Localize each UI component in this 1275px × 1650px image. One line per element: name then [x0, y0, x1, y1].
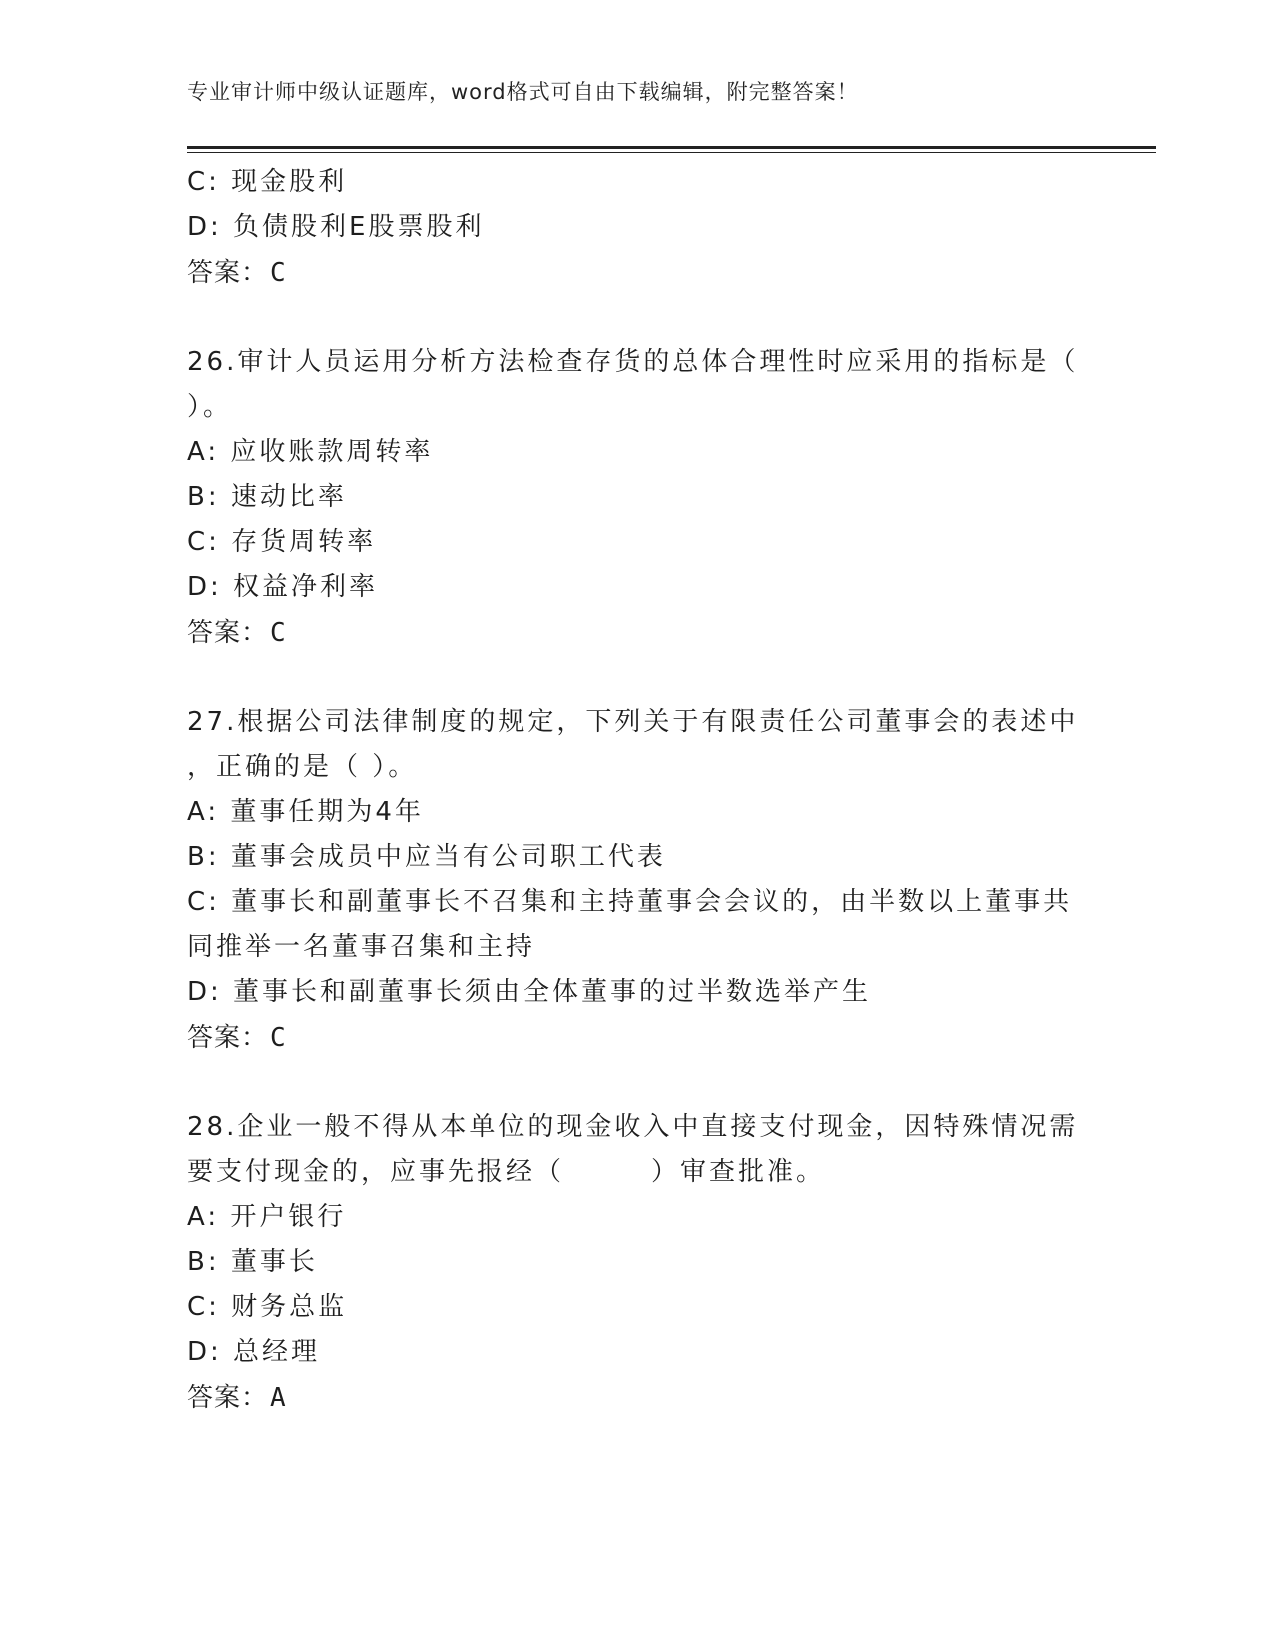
- question-stem: 28.企业一般不得从本单位的现金收入中直接支付现金，因特殊情况需: [187, 1112, 1079, 1142]
- question-26: [187, 340, 1087, 655]
- answer-label: 答案：: [187, 617, 269, 647]
- header-rule-thin: [187, 152, 1156, 153]
- question-stem: ）。: [187, 392, 233, 422]
- answer-label: 答案：: [187, 1382, 269, 1412]
- option-a: A: 董事任期为4年: [187, 797, 424, 827]
- answer-value: C: [270, 1023, 287, 1053]
- option-c-continued: 同推举一名董事召集和主持: [187, 932, 536, 962]
- option-c: C: 财务总监: [187, 1292, 348, 1322]
- question-stem: 27.根据公司法律制度的规定，下列关于有限责任公司董事会的表述中: [187, 707, 1079, 737]
- header-rule-thick: [187, 146, 1156, 149]
- answer-line: [187, 1375, 1087, 1420]
- option-d: D: 负债股利E股票股利: [187, 212, 485, 242]
- answer-value: C: [270, 258, 287, 288]
- option-b: B: 速动比率: [187, 482, 347, 512]
- answer-line: [187, 610, 1087, 655]
- question-27: [187, 700, 1087, 1060]
- option-d: D: 董事长和副董事长须由全体董事的过半数选举产生: [187, 977, 872, 1007]
- page-header: 专业审计师中级认证题库，word格式可自由下载编辑，附完整答案！: [187, 80, 859, 104]
- question-list: [187, 160, 1087, 1420]
- question-stem: 26.审计人员运用分析方法检查存货的总体合理性时应采用的指标是（: [187, 347, 1079, 377]
- question-stem: ，正确的是（ ）。: [187, 752, 418, 782]
- option-a: A: 开户银行: [187, 1202, 347, 1232]
- answer-value: C: [270, 618, 287, 648]
- option-c: C: 现金股利: [187, 167, 348, 197]
- question-stem: 要支付现金的，应事先报经（ ）审查批准。: [187, 1157, 826, 1187]
- option-d: D: 权益净利率: [187, 572, 379, 602]
- option-c: C: 存货周转率: [187, 527, 377, 557]
- answer-label: 答案：: [187, 1022, 269, 1052]
- question-28: [187, 1105, 1087, 1420]
- answer-line: [187, 1015, 1087, 1060]
- answer-value: A: [270, 1383, 287, 1413]
- option-c: C: 董事长和副董事长不召集和主持董事会会议的，由半数以上董事共: [187, 887, 1073, 917]
- option-b: B: 董事长: [187, 1247, 318, 1277]
- option-b: B: 董事会成员中应当有公司职工代表: [187, 842, 666, 872]
- option-d: D: 总经理: [187, 1337, 321, 1367]
- answer-label: 答案：: [187, 257, 269, 287]
- answer-line: [187, 250, 1087, 295]
- previous-question-tail: [187, 160, 1087, 295]
- option-a: A: 应收账款周转率: [187, 437, 434, 467]
